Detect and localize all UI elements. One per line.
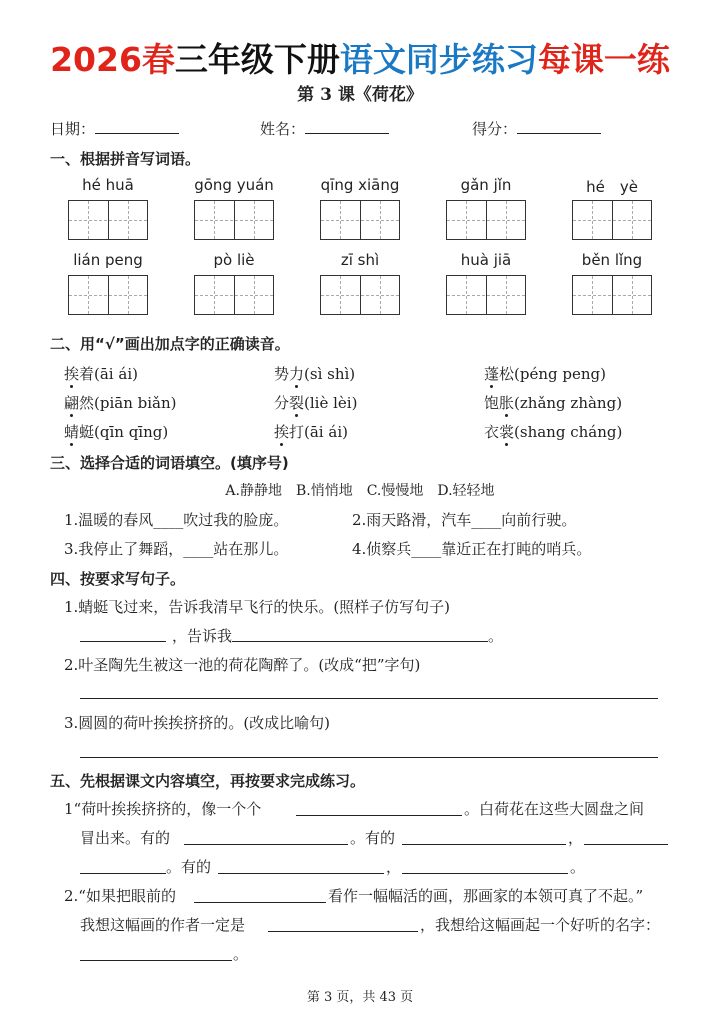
cloze-text: 。有的 <box>350 829 396 847</box>
cloze-text: 看作一幅幅活的画，那画家的本领可真了不起。” <box>328 887 644 905</box>
pinyin-label: hé yè <box>586 178 638 196</box>
name-field[interactable] <box>260 118 389 139</box>
pinyin-label: qīng xiāng <box>320 176 400 194</box>
fill-question[interactable]: 1.温暖的春风____吹过我的脸庞。 <box>64 511 289 529</box>
cloze-text: 。 <box>570 858 586 876</box>
writing-grid[interactable] <box>320 200 400 240</box>
date-label: 日期： <box>50 120 96 138</box>
answer-blank[interactable] <box>184 843 348 845</box>
answer-blank[interactable] <box>218 872 384 874</box>
writing-grid[interactable] <box>572 200 652 240</box>
writing-grid[interactable] <box>68 275 148 315</box>
answer-blank[interactable] <box>80 756 658 758</box>
cloze-text: 。 <box>233 945 249 963</box>
pronunciation-item[interactable]: 蓬松(péng peng) <box>484 365 606 383</box>
writing-grid[interactable] <box>194 200 274 240</box>
word-options: A.静静地 B.悄悄地 C.慢慢地 D.轻轻地 <box>225 483 495 499</box>
sentence-fragment: ，告诉我 <box>172 627 233 645</box>
pronunciation-item[interactable]: 蜻蜓(qīn qīng) <box>64 423 169 441</box>
rewrite-question: 3.圆圆的荷叶挨挨挤挤的。(改成比喻句) <box>64 714 331 732</box>
page-footer: 第 3 页，共 43 页 <box>306 990 414 1005</box>
title-part3: 语文同步练习 <box>339 40 538 79</box>
section4-heading: 四、按要求写句子。 <box>50 570 186 588</box>
cloze-text: 。有的 <box>166 858 212 876</box>
title-part1: 2026春 <box>50 40 175 79</box>
score-field[interactable] <box>472 118 601 139</box>
pinyin-label: hé huā <box>82 176 134 194</box>
pinyin-label: zī shì <box>340 251 380 269</box>
score-blank[interactable] <box>517 118 601 134</box>
title-part2: 三年级下册 <box>174 40 340 79</box>
writing-grid[interactable] <box>194 275 274 315</box>
page-title <box>0 40 720 80</box>
lesson-subtitle: 第 3 课《荷花》 <box>297 85 423 105</box>
answer-blank[interactable] <box>80 872 166 874</box>
sentence-fragment: 。 <box>488 627 504 645</box>
section3-heading: 三、选择合适的词语填空。(填序号) <box>50 454 289 472</box>
answer-blank[interactable] <box>80 640 166 642</box>
rewrite-question: 2.叶圣陶先生被这一池的荷花陶醉了。(改成“把”字句) <box>64 656 421 674</box>
pronunciation-item[interactable]: 分裂(liè lèi) <box>274 394 358 412</box>
date-blank[interactable] <box>95 118 179 134</box>
cloze-text: ， <box>568 829 584 847</box>
pronunciation-item[interactable]: 势力(sì shì) <box>274 365 356 383</box>
writing-grid[interactable] <box>320 275 400 315</box>
writing-grid[interactable] <box>572 275 652 315</box>
rewrite-question: 1.蜻蜓飞过来，告诉我清早飞行的快乐。(照样子仿写句子) <box>64 598 451 616</box>
cloze-text: 1“荷叶挨挨挤挤的，像一个个 <box>64 800 262 818</box>
answer-blank[interactable] <box>194 901 326 903</box>
fill-question[interactable]: 2.雨天路滑，汽车____向前行驶。 <box>352 511 577 529</box>
cloze-text: 冒出来。有的 <box>80 829 171 847</box>
writing-grid[interactable] <box>68 200 148 240</box>
answer-blank[interactable] <box>584 843 668 845</box>
pronunciation-item[interactable]: 挨打(āi ái) <box>274 423 348 441</box>
pinyin-label: pò liè <box>213 251 255 269</box>
pronunciation-item[interactable]: 饱胀(zhǎng zhàng) <box>484 394 623 412</box>
score-label: 得分： <box>472 120 518 138</box>
date-field[interactable] <box>50 118 179 139</box>
section2-heading: 二、用“√”画出加点字的正确读音。 <box>50 335 290 353</box>
name-blank[interactable] <box>305 118 389 134</box>
answer-blank[interactable] <box>232 640 488 642</box>
pronunciation-item[interactable]: 挨着(āi ái) <box>64 365 138 383</box>
title-part4: 每课一练 <box>537 40 670 79</box>
cloze-text: ， <box>386 858 402 876</box>
cloze-text: 2.“如果把眼前的 <box>64 887 176 905</box>
answer-blank[interactable] <box>296 814 462 816</box>
pronunciation-item[interactable]: 翩然(piān biǎn) <box>64 394 177 412</box>
pinyin-label: běn lǐng <box>581 251 643 269</box>
section1-heading: 一、根据拼音写词语。 <box>50 150 201 168</box>
name-label: 姓名： <box>260 120 306 138</box>
fill-question[interactable]: 3.我停止了舞蹈，____站在那儿。 <box>64 540 289 558</box>
answer-blank[interactable] <box>402 843 566 845</box>
cloze-text: ，我想给这幅画起一个好听的名字： <box>420 916 661 934</box>
cloze-text: 我想这幅画的作者一定是 <box>80 916 246 934</box>
pinyin-label: lián peng <box>73 251 143 269</box>
pronunciation-item[interactable]: 衣裳(shang cháng) <box>484 423 623 441</box>
cloze-text: 。白荷花在这些大圆盘之间 <box>464 800 645 818</box>
pinyin-label: gōng yuán <box>194 176 274 194</box>
answer-blank[interactable] <box>402 872 568 874</box>
writing-grid[interactable] <box>446 275 526 315</box>
section5-heading: 五、先根据课文内容填空，再按要求完成练习。 <box>50 772 366 790</box>
answer-blank[interactable] <box>80 697 658 699</box>
pinyin-label: huà jiā <box>460 251 512 269</box>
answer-blank[interactable] <box>80 959 232 961</box>
fill-question[interactable]: 4.侦察兵____靠近正在打盹的哨兵。 <box>352 540 592 558</box>
answer-blank[interactable] <box>268 930 418 932</box>
writing-grid[interactable] <box>446 200 526 240</box>
pinyin-label: gǎn jǐn <box>460 176 512 194</box>
